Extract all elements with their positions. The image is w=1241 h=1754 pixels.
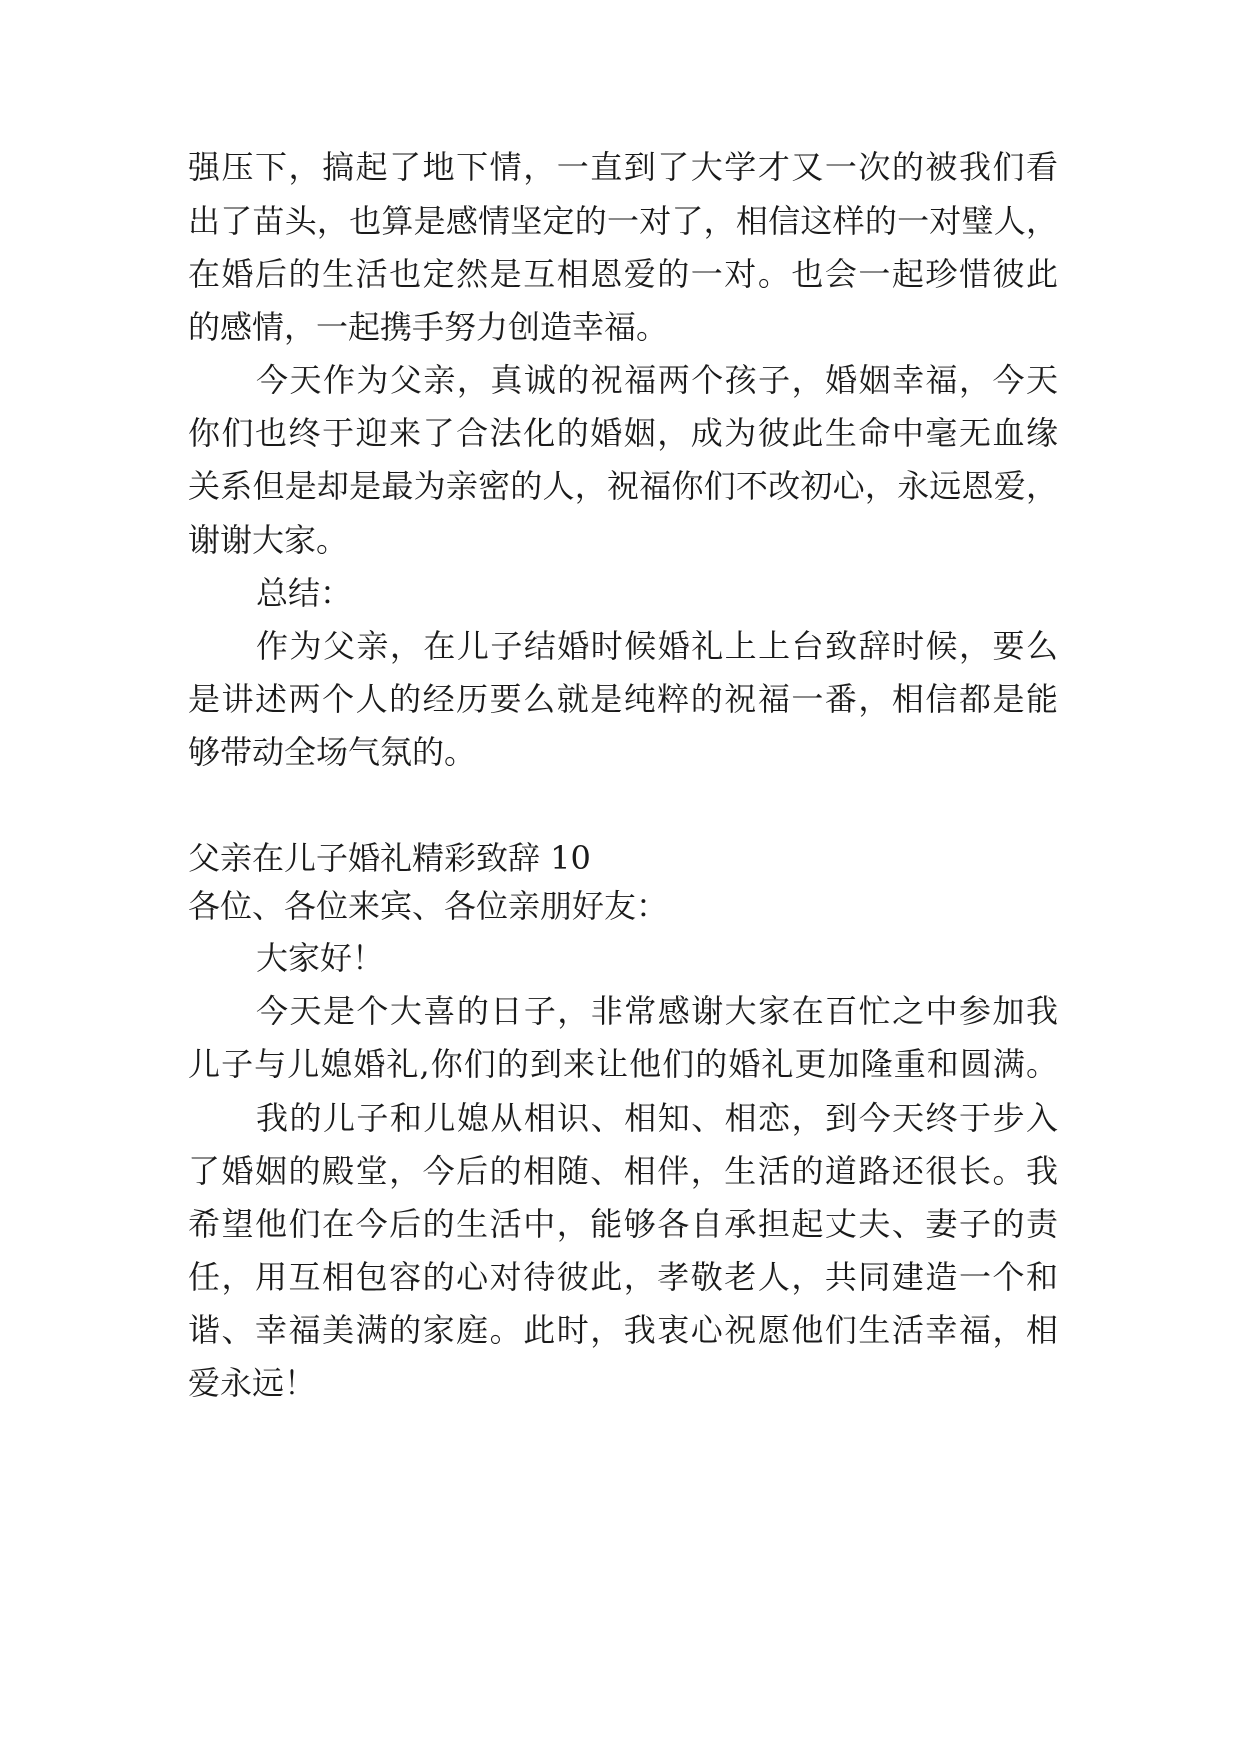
paragraph-line: 强压下，搞起了地下情，一直到了大学才又一次的被我们看 bbox=[188, 148, 1058, 186]
section-title: 父亲在儿子婚礼精彩致辞 10 bbox=[188, 839, 591, 877]
paragraph-line: 谐、幸福美满的家庭。此时，我衷心祝愿他们生活幸福，相 bbox=[188, 1311, 1058, 1349]
paragraph-line: 今天作为父亲，真诚的祝福两个孩子，婚姻幸福，今天 bbox=[256, 361, 1058, 399]
paragraph-line: 任，用互相包容的心对待彼此，孝敬老人，共同建造一个和 bbox=[188, 1258, 1058, 1296]
paragraph-line: 的感情，一起携手努力创造幸福。 bbox=[188, 308, 669, 346]
paragraph-line: 大家好！ bbox=[256, 939, 385, 977]
paragraph-line: 儿子与儿媳婚礼,你们的到来让他们的婚礼更加隆重和圆满。 bbox=[188, 1045, 1058, 1083]
paragraph-line: 是讲述两个人的经历要么就是纯粹的祝福一番，相信都是能 bbox=[188, 680, 1058, 718]
paragraph-line: 你们也终于迎来了合法化的婚姻，成为彼此生命中毫无血缘 bbox=[188, 414, 1058, 452]
paragraph-line: 我的儿子和儿媳从相识、相知、相恋，到今天终于步入 bbox=[256, 1099, 1058, 1137]
paragraph-line: 够带动全场气氛的。 bbox=[188, 733, 477, 771]
paragraph-line: 关系但是却是最为亲密的人，祝福你们不改初心，永远恩爱， bbox=[188, 467, 1058, 505]
paragraph-line: 希望他们在今后的生活中，能够各自承担起丈夫、妻子的责 bbox=[188, 1205, 1058, 1243]
paragraph-line: 今天是个大喜的日子，非常感谢大家在百忙之中参加我 bbox=[256, 992, 1058, 1030]
paragraph-line: 作为父亲，在儿子结婚时候婚礼上上台致辞时候，要么 bbox=[256, 627, 1058, 665]
salutation: 各位、各位来宾、各位亲朋好友： bbox=[188, 887, 669, 925]
paragraph-line: 谢谢大家。 bbox=[188, 521, 349, 559]
paragraph-line: 了婚姻的殿堂，今后的相随、相伴，生活的道路还很长。我 bbox=[188, 1152, 1058, 1190]
paragraph-line: 在婚后的生活也定然是互相恩爱的一对。也会一起珍惜彼此 bbox=[188, 255, 1058, 293]
paragraph-line: 总结： bbox=[256, 574, 353, 612]
paragraph-line: 爱永远！ bbox=[188, 1364, 317, 1402]
paragraph-line: 出了苗头，也算是感情坚定的一对了，相信这样的一对璧人， bbox=[188, 202, 1058, 240]
